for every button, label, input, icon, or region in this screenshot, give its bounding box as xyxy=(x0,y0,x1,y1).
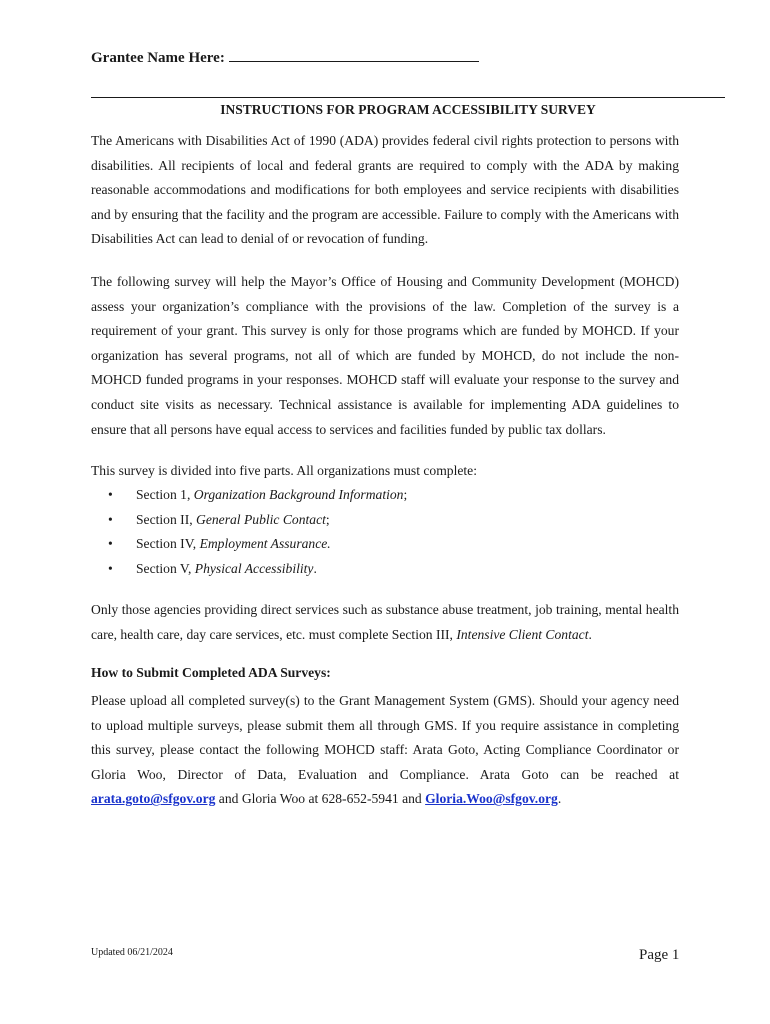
page-title: INSTRUCTIONS FOR PROGRAM ACCESSIBILITY SURVEY xyxy=(220,102,596,117)
required-sections-list xyxy=(108,483,407,581)
bullet-icon: • xyxy=(108,536,113,552)
header-divider xyxy=(91,97,725,98)
section-suffix: . xyxy=(313,560,317,576)
bullet-icon: • xyxy=(108,511,113,527)
grantee-name-line xyxy=(91,47,479,67)
section-suffix: ; xyxy=(325,511,330,527)
section-suffix: ; xyxy=(403,487,408,502)
section-prefix: Section II, xyxy=(136,511,197,527)
section-name: General Public Contact xyxy=(196,511,326,527)
intensive-contact-end: . xyxy=(588,626,592,642)
ada-intro-paragraph: The Americans with Disabilities Act of 1990 (ADA) provides federal civil rights protection to persons with disabilities. All recipients of local and federal grants are required to comply with the ADA by making reasonable accommodations and modifications for both employees and service recipients with disabilities and by ensuring that the facility and the program are accessible. Failure to comply with the Americans with Disabilities Act can lead to denial of or revocation of funding. xyxy=(91,133,679,247)
list-item xyxy=(108,557,407,582)
grantee-name-blank[interactable] xyxy=(229,47,479,62)
list-item xyxy=(108,532,407,557)
submit-instructions-paragraph xyxy=(91,689,679,812)
bullet-icon: • xyxy=(108,487,113,502)
intensive-contact-paragraph xyxy=(91,598,679,647)
arata-email-link[interactable]: arata.goto@sfgov.org xyxy=(91,791,216,807)
page-number: Page 1 xyxy=(639,947,680,963)
section-prefix: Section V, xyxy=(136,560,195,576)
intensive-contact-text: Only those agencies providing direct services such as substance abuse treatment, job training, mental health care, health care, day care services, etc. must complete Section III, xyxy=(91,602,679,642)
grantee-label: Grantee Name Here: xyxy=(91,50,225,66)
section-name: Physical Accessibility xyxy=(194,560,314,576)
submit-mid: and Gloria Woo at 628-652-5941 and xyxy=(215,791,426,807)
section-prefix: Section IV, xyxy=(136,536,200,552)
gloria-email-link[interactable]: Gloria.Woo@sfgov.org xyxy=(425,791,558,807)
intensive-contact-section-name: Intensive Client Contact xyxy=(456,626,589,642)
updated-date: Updated 06/21/2024 xyxy=(91,947,173,958)
section-name: Employment Assurance. xyxy=(199,536,331,552)
survey-parts-intro: This survey is divided into five parts. All organizations must complete: xyxy=(91,463,477,478)
section-name: Organization Background Information xyxy=(193,487,404,502)
section-prefix: Section 1, xyxy=(136,487,194,502)
list-item xyxy=(108,483,407,508)
survey-purpose-paragraph: The following survey will help the Mayor’s Office of Housing and Community Development (MOHCD) assess your organization’s compliance with the provisions of the law. Completion of the survey is a requirement of your grant. This survey is only for those programs which are funded by MOHCD. If your organization has several programs, not all of which are funded by MOHCD, do not include the non-MOHCD funded programs in your responses. MOHCD staff will evaluate your response to the survey and conduct site visits as necessary. Technical assistance is available for implementing ADA guidelines to ensure that all persons have equal access to services and facilities funded by public tax dollars. xyxy=(91,274,679,437)
bullet-icon: • xyxy=(108,560,113,576)
submit-heading: How to Submit Completed ADA Surveys: xyxy=(91,665,331,680)
submit-body: Please upload all completed survey(s) to the Grant Management System (GMS). Should your agency need to upload multiple surveys, please submit them all through GMS. If you require assistance in completing this survey, please contact the following MOHCD staff: Arata Goto, Acting Compliance Coordinator or Gloria Woo, Director of Data, Evaluation and Compliance. Arata Goto can be reached at xyxy=(91,693,679,782)
list-item xyxy=(108,508,407,533)
submit-end: . xyxy=(557,791,562,807)
